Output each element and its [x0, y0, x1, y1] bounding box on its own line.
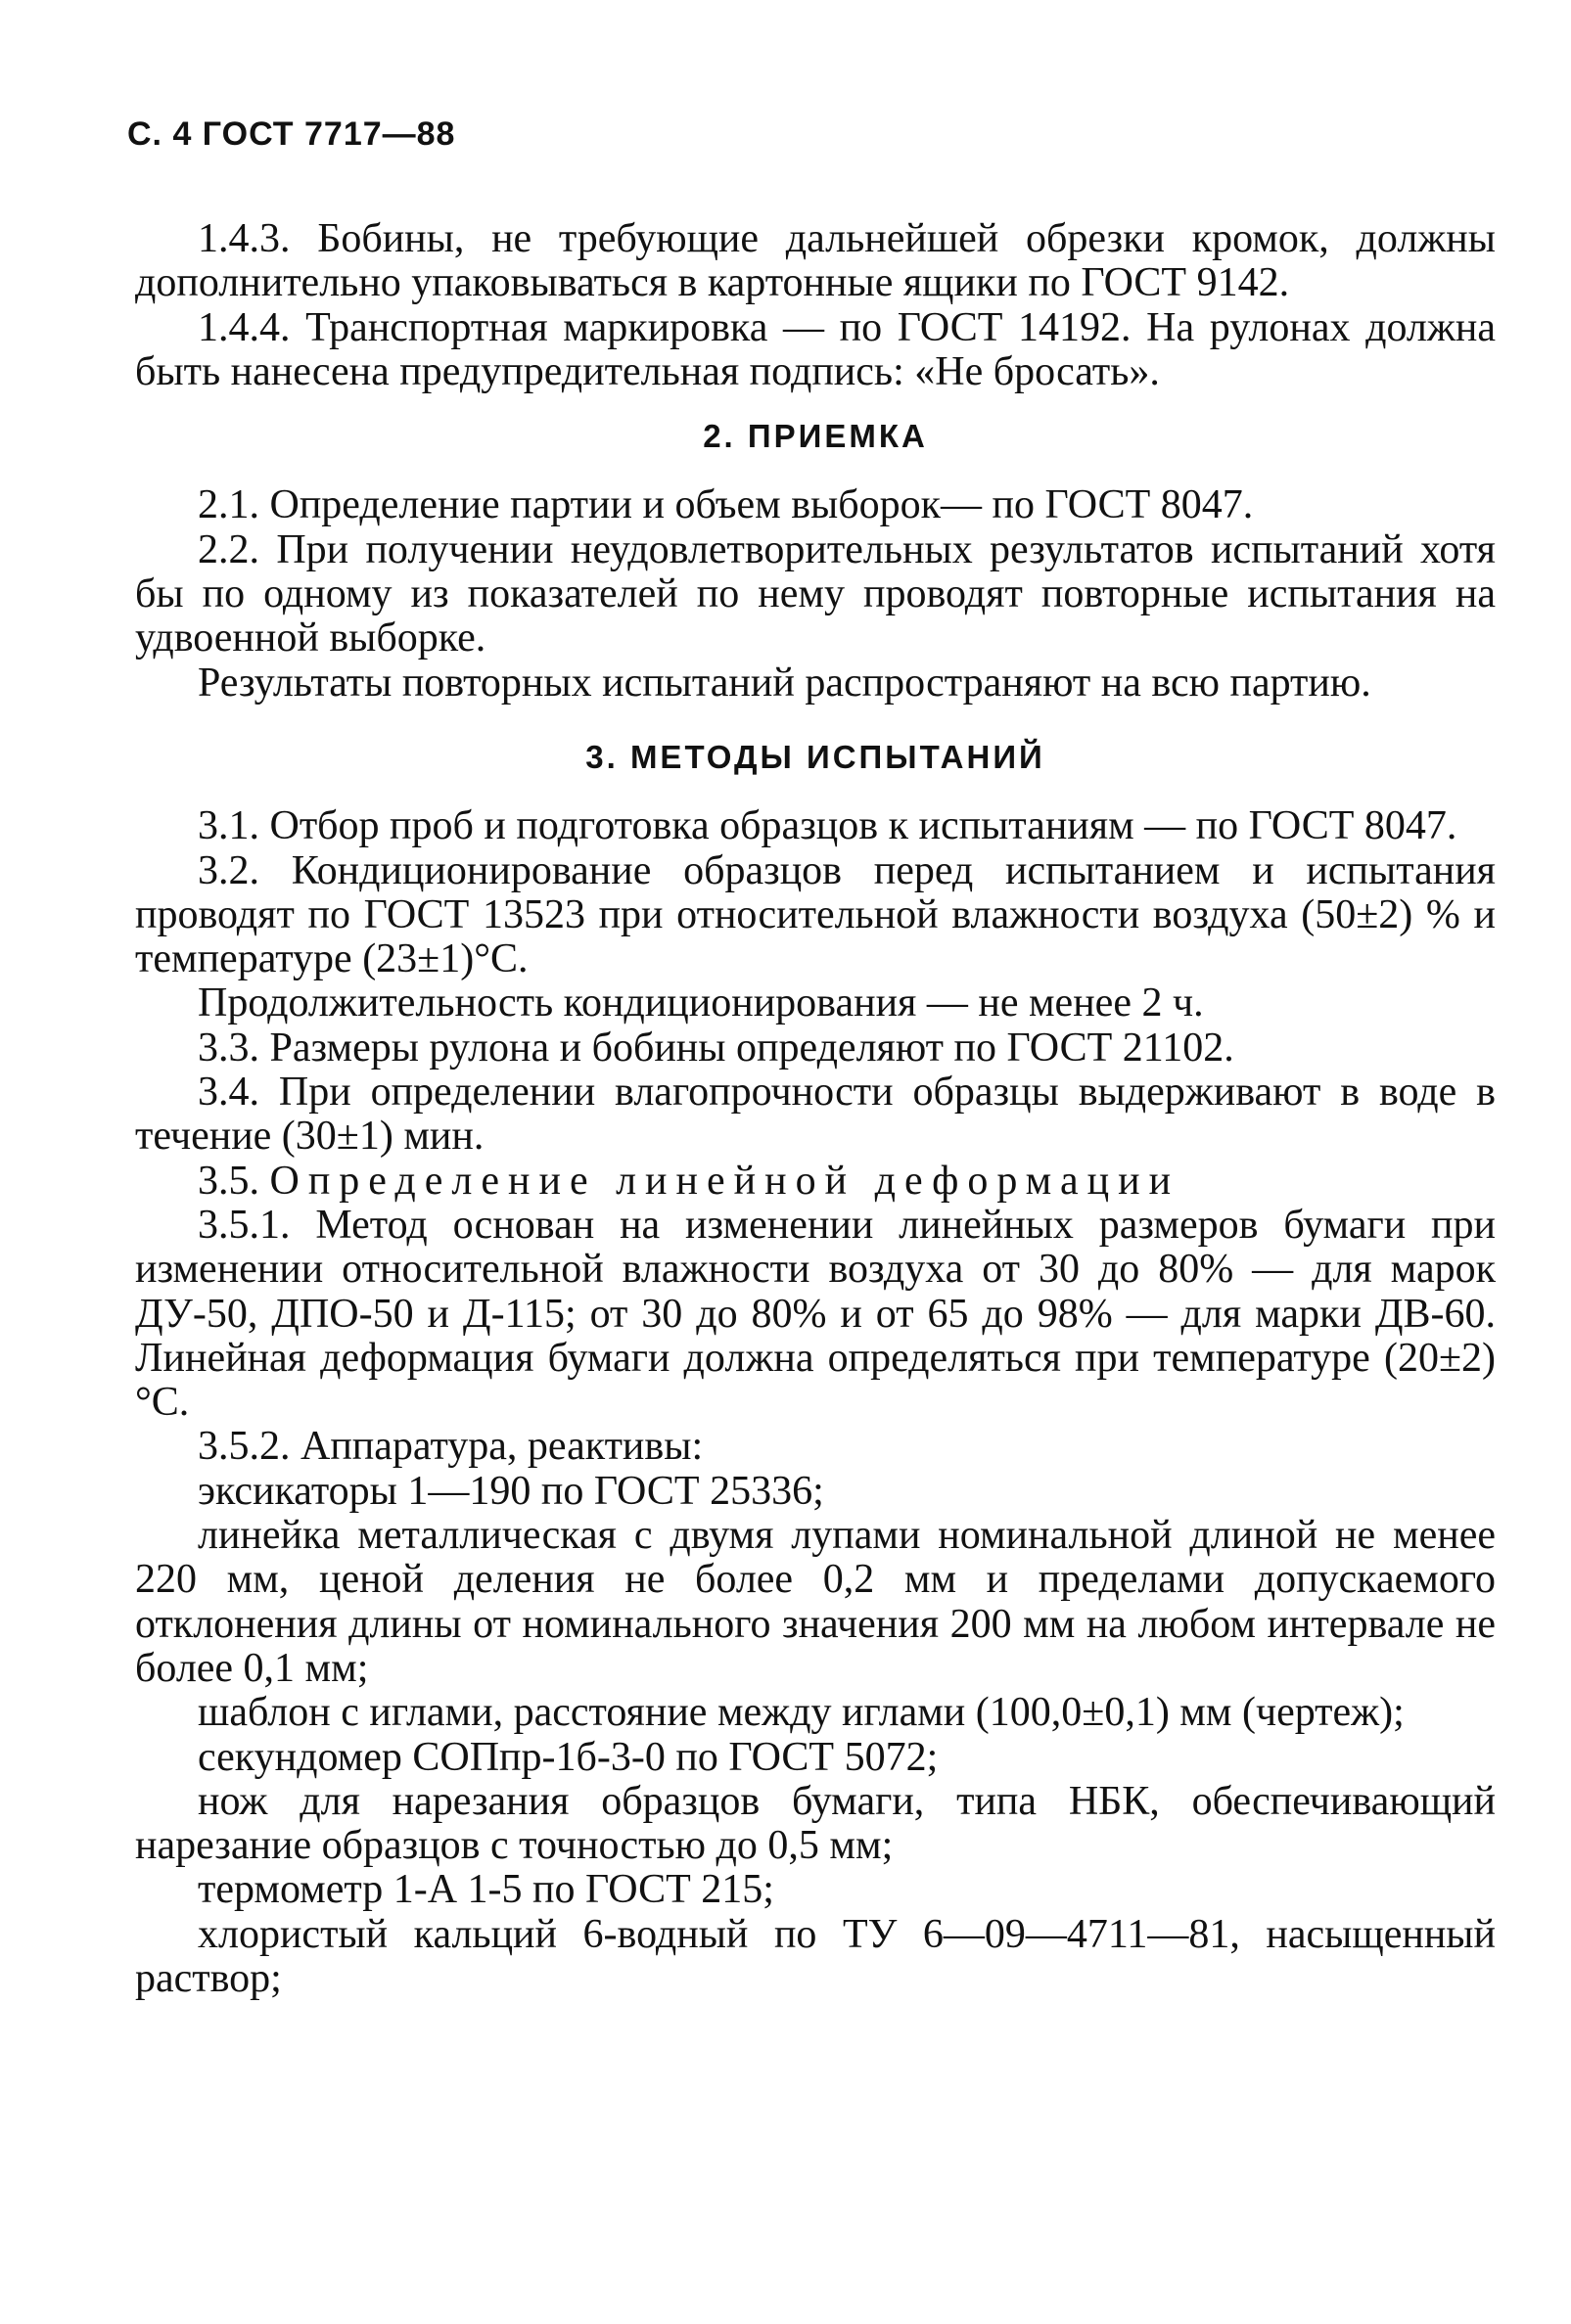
document-body — [135, 217, 1496, 2001]
section-heading-acceptance: 2. ПРИЕМКА — [703, 418, 928, 455]
paragraph-3-5-1: 3.5.1. Метод основан на изменении линейных размеров бумаги при изменении относительной влажности воздуха от 30 до 80% — для марок ДУ-50, ДПО-50 и Д-115; от 30 до 80% и от 65 до 98% — для марки ДВ-60. Линейная деформация бумаги должна определяться при температуре (20±2)°С. — [135, 1202, 1496, 1426]
paragraph-3-5 — [135, 1160, 1496, 1204]
paragraph-2-2: 2.2. При получении неудовлетворительных результатов испытаний хотя бы по одному из показателей по нему проводят повторные испытания на удвоенной выборке. — [135, 526, 1496, 661]
paragraph-3-5-title: Определение линейной деформации — [269, 1158, 1180, 1204]
equipment-item: линейка металлическая с двумя лупами номинальной длиной не менее 220 мм, ценой деления не более 0,2 мм и пределами допускаемого отклонения длины от номинального значения 200 мм на любом интервале не более 0,1 мм; — [135, 1513, 1496, 1691]
paragraph-3-1: 3.1. Отбор проб и подготовка образцов к испытаниям — по ГОСТ 8047. — [198, 803, 1457, 849]
paragraph-3-4: 3.4. При определении влагопрочности образцы выдерживают в воде в течение (30±1) мин. — [135, 1070, 1496, 1160]
paragraph-3-2: 3.2. Кондиционирование образцов перед испытанием и испытания проводят по ГОСТ 13523 при относительной влажности воздуха (50±2) % и температуре (23±1)°С. — [135, 847, 1496, 982]
equipment-item: эксикаторы 1—190 по ГОСТ 25336; — [198, 1468, 824, 1514]
equipment-item: нож для нарезания образцов бумаги, типа НБК, обеспечивающий нарезание образцов с точностью до 0,5 мм; — [135, 1778, 1496, 1869]
equipment-item: шаблон с иглами, расстояние между иглами (100,0±0,1) мм (чертеж); — [198, 1690, 1405, 1736]
paragraph-3-3: 3.3. Размеры рулона и бобины определяют по ГОСТ 21102. — [198, 1025, 1234, 1071]
section-heading-test-methods: 3. МЕТОДЫ ИСПЫТАНИЙ — [585, 738, 1045, 775]
paragraph-2-1: 2.1. Определение партии и объем выборок— по ГОСТ 8047. — [198, 482, 1254, 528]
equipment-item: секундомер СОПпр-1б-3-0 по ГОСТ 5072; — [198, 1734, 939, 1780]
paragraph-1-4-3: 1.4.3. Бобины, не требующие дальнейшей обрезки кромок, должны дополнительно упаковываться в картонные ящики по ГОСТ 9142. — [135, 216, 1496, 306]
paragraph-3-5-number: 3.5. — [198, 1158, 259, 1204]
paragraph-2-2-results: Результаты повторных испытаний распространяют на всю партию. — [198, 660, 1371, 706]
equipment-item: хлористый кальций 6-водный по ТУ 6—09—4711—81, насыщенный раствор; — [135, 1911, 1496, 2001]
paragraph-3-5-2: 3.5.2. Аппаратура, реактивы: — [198, 1424, 704, 1470]
running-head: С. 4 ГОСТ 7717—88 — [127, 115, 456, 153]
equipment-item: термометр 1-А 1-5 по ГОСТ 215; — [198, 1867, 774, 1913]
paragraph-3-2-duration: Продолжительность кондиционирования — не менее 2 ч. — [198, 980, 1204, 1026]
paragraph-1-4-4: 1.4.4. Транспортная маркировка — по ГОСТ 14192. На рулонах должна быть нанесена предупредительная подпись: «Не бросать». — [135, 304, 1496, 394]
